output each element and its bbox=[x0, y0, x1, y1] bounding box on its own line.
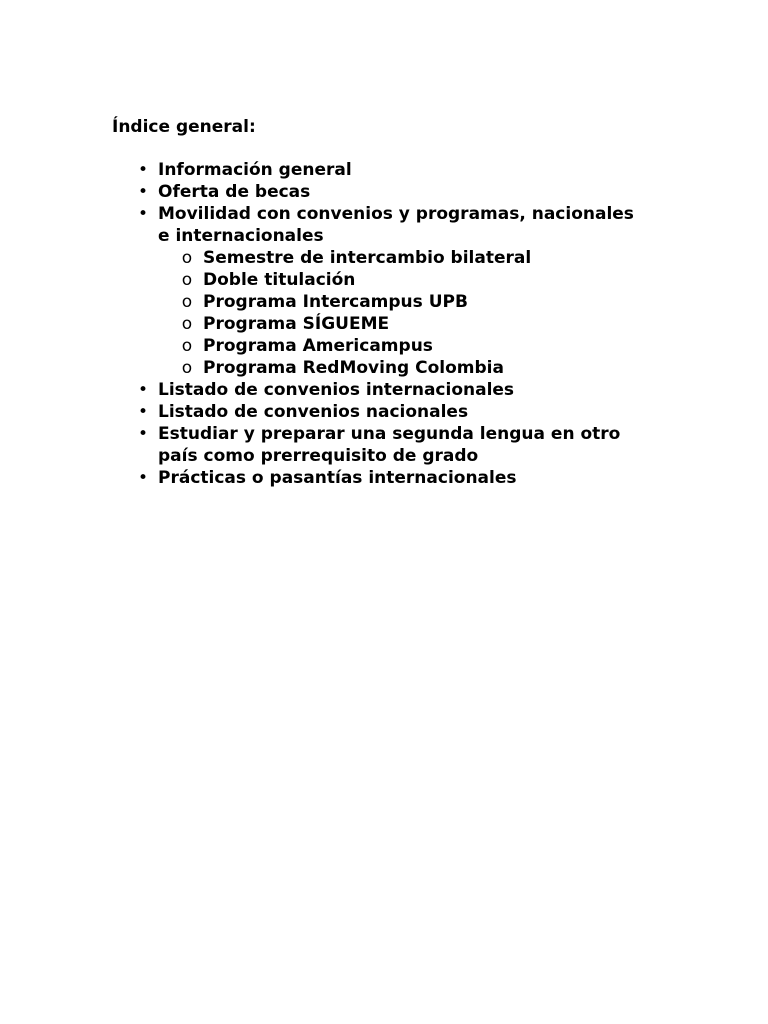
list-item-label: Información general bbox=[158, 160, 352, 180]
sub-list-item bbox=[0, 269, 638, 291]
bullet-icon: • bbox=[137, 182, 149, 202]
sub-list-item-label: Doble titulación bbox=[203, 270, 356, 290]
circle-bullet-icon: o bbox=[181, 358, 193, 378]
list-item-label: Prácticas o pasantías internacionales bbox=[158, 468, 517, 488]
list-item-oferta-de-becas bbox=[0, 181, 638, 203]
list-item-label: Listado de convenios nacionales bbox=[158, 402, 469, 422]
circle-bullet-icon: o bbox=[181, 314, 193, 334]
list-item-convenios-internacionales bbox=[0, 379, 638, 401]
page-title: Índice general: bbox=[112, 117, 256, 137]
bullet-icon: • bbox=[137, 468, 149, 488]
sub-list-item-label: Programa Americampus bbox=[203, 336, 433, 356]
list-item-label: Oferta de becas bbox=[158, 182, 311, 202]
list-item-practicas bbox=[0, 467, 638, 489]
list-item-segunda-lengua bbox=[0, 423, 638, 467]
list-item-label: Movilidad con convenios y programas, nacionales e internacionales bbox=[158, 204, 634, 246]
list-item-convenios-nacionales bbox=[0, 401, 638, 423]
sub-list bbox=[158, 247, 638, 379]
sub-list-item-label: Semestre de intercambio bilateral bbox=[203, 248, 532, 268]
circle-bullet-icon: o bbox=[181, 270, 193, 290]
sub-list-item-label: Programa SÍGUEME bbox=[203, 314, 390, 334]
list-item-informacion-general bbox=[0, 159, 638, 181]
list-item-label: Estudiar y preparar una segunda lengua en otro país como prerrequisito de grado bbox=[158, 424, 621, 466]
circle-bullet-icon: o bbox=[181, 248, 193, 268]
sub-list-item bbox=[0, 291, 638, 313]
circle-bullet-icon: o bbox=[181, 336, 193, 356]
bullet-icon: • bbox=[137, 380, 149, 400]
sub-list-item-label: Programa RedMoving Colombia bbox=[203, 358, 504, 378]
sub-list-item bbox=[0, 335, 638, 357]
bullet-icon: • bbox=[137, 204, 149, 224]
bullet-icon: • bbox=[137, 424, 149, 444]
list-item-label: Listado de convenios internacionales bbox=[158, 380, 515, 400]
sub-list-item bbox=[0, 247, 638, 269]
sub-list-item bbox=[0, 357, 638, 379]
bullet-icon: • bbox=[137, 160, 149, 180]
sub-list-item bbox=[0, 313, 638, 335]
circle-bullet-icon: o bbox=[181, 292, 193, 312]
table-of-contents bbox=[0, 159, 768, 489]
list-item-movilidad bbox=[0, 203, 638, 379]
bullet-icon: • bbox=[137, 402, 149, 422]
sub-list-item-label: Programa Intercampus UPB bbox=[203, 292, 468, 312]
